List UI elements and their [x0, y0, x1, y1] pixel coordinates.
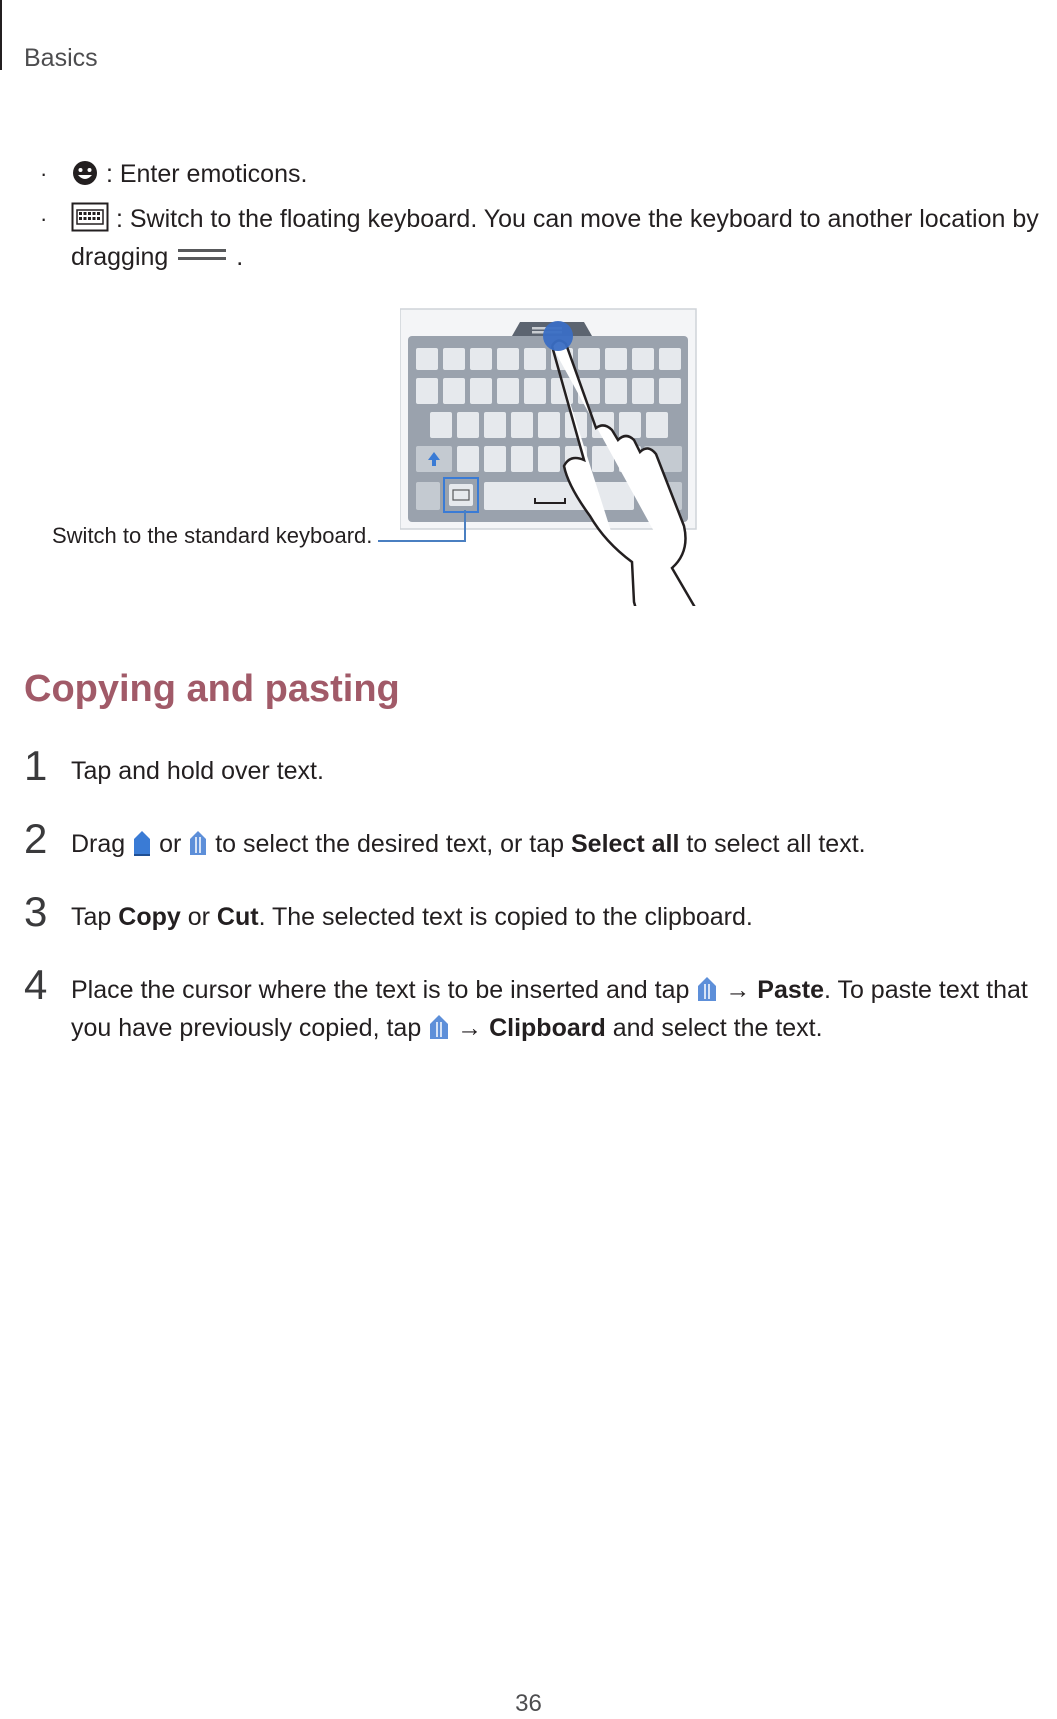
- selection-handle-right-icon: [188, 829, 208, 857]
- step-text: Place the cursor where the text is to be inserted and tap: [71, 976, 690, 1004]
- bullet-dot: ·: [40, 206, 48, 231]
- arrow: →: [457, 1014, 483, 1042]
- page-number: 36: [515, 1690, 542, 1717]
- cursor-handle-icon: [428, 1013, 450, 1041]
- cursor-handle-icon: [696, 975, 718, 1003]
- bullet-floating-text-line2a: dragging: [71, 243, 169, 271]
- step-bold: Select all: [571, 830, 680, 858]
- figure-caption: Switch to the standard keyboard.: [52, 523, 373, 548]
- step-text: Tap: [71, 903, 112, 931]
- step-number: 2: [24, 815, 48, 862]
- floating-keyboard-illustration: [400, 306, 730, 606]
- step-bold: Paste: [757, 976, 824, 1004]
- selection-handle-left-icon: [132, 829, 152, 857]
- step-number: 3: [24, 888, 48, 935]
- step-text: . To paste text that: [824, 976, 1028, 1004]
- step-number: 1: [24, 742, 48, 789]
- step-text: . The selected text is copied to the clipboard.: [258, 903, 753, 931]
- step-3-text: [71, 898, 753, 936]
- bullet-emoticons-text: : Enter emoticons.: [105, 160, 308, 188]
- step-text: Drag: [71, 830, 126, 858]
- floating-keyboard-icon: [71, 202, 109, 232]
- step-4-text-line1: [71, 971, 1028, 1009]
- section-label: Basics: [24, 44, 98, 72]
- callout-line-vertical: [464, 510, 466, 542]
- step-bold: Copy: [118, 903, 181, 931]
- step-number: 4: [24, 961, 48, 1008]
- step-text: or: [187, 903, 210, 931]
- bullet-text: [71, 238, 243, 276]
- step-text: to select all text.: [686, 830, 866, 858]
- step-text: to select the desired text, or tap: [215, 830, 565, 858]
- drag-handle-icon: [175, 243, 229, 267]
- step-bold: Clipboard: [489, 1014, 606, 1042]
- bullet-text: [71, 155, 307, 193]
- bullet-dot: ·: [40, 161, 48, 186]
- header-rule: [0, 0, 2, 70]
- step-text: or: [159, 830, 182, 858]
- step-bold: Cut: [216, 903, 259, 931]
- bullet-text: [71, 200, 1039, 238]
- step-text: you have previously copied, tap: [71, 1014, 422, 1042]
- step-4-text-line2: [71, 1009, 823, 1047]
- arrow: →: [725, 976, 751, 1004]
- emoticon-icon: [71, 159, 99, 187]
- step-text: Tap and hold over text.: [71, 757, 324, 785]
- step-text: and select the text.: [612, 1014, 823, 1042]
- callout-line: [378, 540, 466, 542]
- bullet-floating-text-line1: : Switch to the floating keyboard. You can move the keyboard to another location by: [115, 205, 1039, 233]
- section-title: Copying and pasting: [24, 668, 400, 710]
- step-2-text: [71, 825, 866, 863]
- step-1-text: [71, 752, 324, 790]
- bullet-floating-text-line2b: .: [236, 243, 244, 271]
